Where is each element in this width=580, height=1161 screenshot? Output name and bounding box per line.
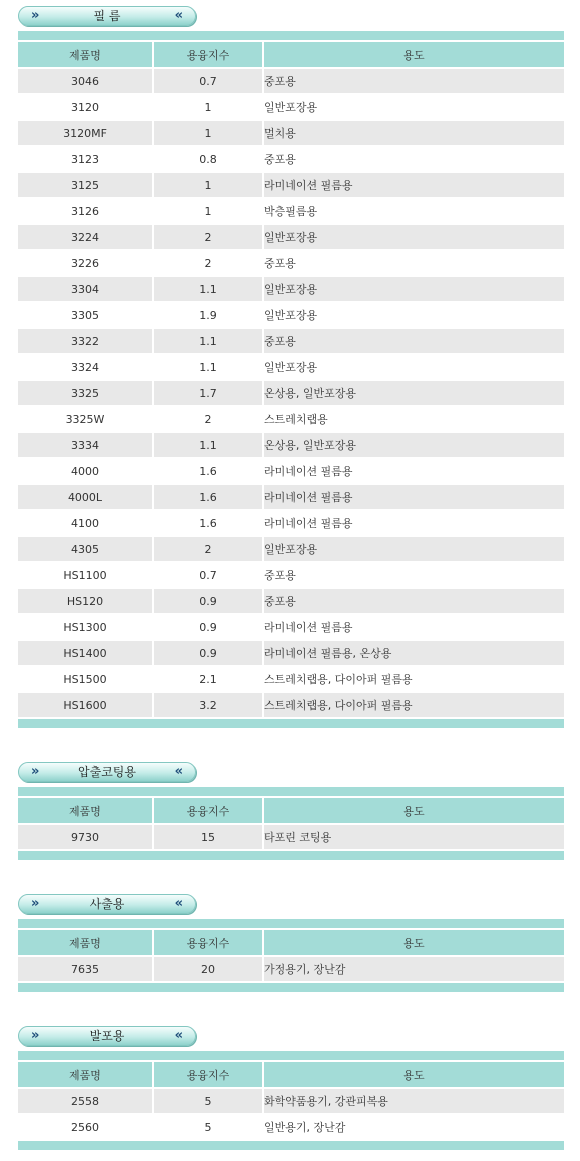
usage-cell: 일반포장용 (264, 355, 564, 381)
product-table (18, 1062, 564, 1141)
usage-cell: 중포용 (264, 147, 564, 173)
table-top-bar (18, 1051, 564, 1060)
table-row (18, 121, 564, 147)
table-row (18, 1115, 564, 1141)
product-cell: 3325 (18, 381, 154, 407)
section-title-pill (18, 1026, 196, 1046)
product-cell: HS1400 (18, 641, 154, 667)
product-cell: 3324 (18, 355, 154, 381)
table-row (18, 957, 564, 983)
double-chevron-left-icon: « (174, 8, 183, 23)
melt-index-cell: 1 (154, 173, 264, 199)
double-chevron-left-icon: « (174, 764, 183, 779)
double-chevron-right-icon: » (31, 764, 40, 779)
melt-index-cell: 1 (154, 199, 264, 225)
usage-cell: 스트레치랩용, 다이아퍼 필름용 (264, 667, 564, 693)
header-melt-index: 용융지수 (154, 42, 264, 69)
product-cell: HS1500 (18, 667, 154, 693)
melt-index-cell: 0.7 (154, 69, 264, 95)
table-row (18, 147, 564, 173)
section-title: 사출용 (89, 897, 125, 911)
usage-cell: 라미네이션 필름용 (264, 485, 564, 511)
table-bottom-bar (18, 1141, 564, 1150)
table-header-row (18, 930, 564, 957)
product-cell: HS1600 (18, 693, 154, 719)
table-row (18, 459, 564, 485)
section-title-pill (18, 6, 196, 26)
melt-index-cell: 2 (154, 537, 264, 563)
section-title: 압출코팅용 (78, 765, 136, 779)
product-cell: 9730 (18, 825, 154, 851)
melt-index-cell: 2 (154, 225, 264, 251)
melt-index-cell: 20 (154, 957, 264, 983)
melt-index-cell: 0.9 (154, 641, 264, 667)
table-row (18, 589, 564, 615)
table-row (18, 641, 564, 667)
table-top-bar (18, 919, 564, 928)
usage-cell: 화학약품용기, 강관피복용 (264, 1089, 564, 1115)
table-row (18, 1089, 564, 1115)
product-cell: 3304 (18, 277, 154, 303)
usage-cell: 라미네이션 필름용 (264, 459, 564, 485)
product-table (18, 798, 564, 851)
table-bottom-bar (18, 719, 564, 728)
melt-index-cell: 3.2 (154, 693, 264, 719)
usage-cell: 중포용 (264, 589, 564, 615)
table-top-bar (18, 31, 564, 40)
melt-index-cell: 1.1 (154, 277, 264, 303)
double-chevron-left-icon: « (174, 896, 183, 911)
usage-cell: 일반포장용 (264, 303, 564, 329)
table-row (18, 199, 564, 225)
usage-cell: 중포용 (264, 251, 564, 277)
double-chevron-right-icon: » (31, 896, 40, 911)
product-cell: 3224 (18, 225, 154, 251)
melt-index-cell: 1.1 (154, 433, 264, 459)
melt-index-cell: 1.1 (154, 355, 264, 381)
usage-cell: 타포린 코팅용 (264, 825, 564, 851)
double-chevron-right-icon: » (31, 8, 40, 23)
usage-cell: 일반포장용 (264, 277, 564, 303)
melt-index-cell: 2.1 (154, 667, 264, 693)
header-usage: 용도 (264, 930, 564, 957)
header-melt-index: 용융지수 (154, 1062, 264, 1089)
usage-cell: 라미네이션 필름용 (264, 511, 564, 537)
product-cell: 3322 (18, 329, 154, 355)
table-row (18, 693, 564, 719)
table-row (18, 251, 564, 277)
usage-cell: 박층필름용 (264, 199, 564, 225)
table-row (18, 537, 564, 563)
table-row (18, 355, 564, 381)
product-cell: 3125 (18, 173, 154, 199)
usage-cell: 가정용기, 장난감 (264, 957, 564, 983)
melt-index-cell: 1.6 (154, 511, 264, 537)
table-bottom-bar (18, 983, 564, 992)
table-row (18, 667, 564, 693)
table-row (18, 173, 564, 199)
usage-cell: 멀치용 (264, 121, 564, 147)
usage-cell: 일반용기, 장난감 (264, 1115, 564, 1141)
product-cell: 3126 (18, 199, 154, 225)
product-table (18, 42, 564, 719)
section-title-pill (18, 894, 196, 914)
usage-cell: 스트레치랩용 (264, 407, 564, 433)
table-row (18, 825, 564, 851)
usage-cell: 온상용, 일반포장용 (264, 433, 564, 459)
header-usage: 용도 (264, 42, 564, 69)
table-row (18, 615, 564, 641)
product-cell: 4100 (18, 511, 154, 537)
melt-index-cell: 1 (154, 95, 264, 121)
section-title: 발포용 (89, 1029, 125, 1043)
melt-index-cell: 1.9 (154, 303, 264, 329)
table-row (18, 303, 564, 329)
section-title: 필 름 (93, 9, 121, 23)
product-table (18, 930, 564, 983)
usage-cell: 라미네이션 필름용, 온상용 (264, 641, 564, 667)
melt-index-cell: 0.8 (154, 147, 264, 173)
double-chevron-left-icon: « (174, 1028, 183, 1043)
header-usage: 용도 (264, 798, 564, 825)
table-row (18, 563, 564, 589)
product-cell: 3226 (18, 251, 154, 277)
melt-index-cell: 1.6 (154, 485, 264, 511)
product-cell: 3305 (18, 303, 154, 329)
header-product: 제품명 (18, 42, 154, 69)
product-cell: 3046 (18, 69, 154, 95)
usage-cell: 라미네이션 필름용 (264, 173, 564, 199)
melt-index-cell: 15 (154, 825, 264, 851)
melt-index-cell: 1.7 (154, 381, 264, 407)
table-header-row (18, 1062, 564, 1089)
product-cell: 3325W (18, 407, 154, 433)
usage-cell: 중포용 (264, 69, 564, 95)
melt-index-cell: 5 (154, 1089, 264, 1115)
usage-cell: 라미네이션 필름용 (264, 615, 564, 641)
table-row (18, 225, 564, 251)
melt-index-cell: 0.9 (154, 615, 264, 641)
usage-cell: 일반포장용 (264, 537, 564, 563)
melt-index-cell: 1.1 (154, 329, 264, 355)
header-melt-index: 용융지수 (154, 798, 264, 825)
melt-index-cell: 0.9 (154, 589, 264, 615)
product-cell: 3334 (18, 433, 154, 459)
product-cell: 4000 (18, 459, 154, 485)
usage-cell: 온상용, 일반포장용 (264, 381, 564, 407)
header-product: 제품명 (18, 798, 154, 825)
table-row (18, 69, 564, 95)
product-cell: 4000L (18, 485, 154, 511)
table-row (18, 329, 564, 355)
product-cell: HS120 (18, 589, 154, 615)
table-top-bar (18, 787, 564, 796)
table-bottom-bar (18, 851, 564, 860)
melt-index-cell: 1.6 (154, 459, 264, 485)
section-title-pill (18, 762, 196, 782)
product-cell: HS1300 (18, 615, 154, 641)
product-cell: HS1100 (18, 563, 154, 589)
usage-cell: 중포용 (264, 329, 564, 355)
double-chevron-right-icon: » (31, 1028, 40, 1043)
usage-cell: 일반포장용 (264, 225, 564, 251)
table-row (18, 95, 564, 121)
header-melt-index: 용융지수 (154, 930, 264, 957)
table-row (18, 407, 564, 433)
product-cell: 2560 (18, 1115, 154, 1141)
header-product: 제품명 (18, 930, 154, 957)
usage-cell: 일반포장용 (264, 95, 564, 121)
product-cell: 3120MF (18, 121, 154, 147)
usage-cell: 스트레치랩용, 다이아퍼 필름용 (264, 693, 564, 719)
melt-index-cell: 2 (154, 251, 264, 277)
table-row (18, 381, 564, 407)
melt-index-cell: 1 (154, 121, 264, 147)
product-cell: 3123 (18, 147, 154, 173)
table-row (18, 511, 564, 537)
table-header-row (18, 798, 564, 825)
product-cell: 4305 (18, 537, 154, 563)
melt-index-cell: 0.7 (154, 563, 264, 589)
header-usage: 용도 (264, 1062, 564, 1089)
header-product: 제품명 (18, 1062, 154, 1089)
usage-cell: 중포용 (264, 563, 564, 589)
product-cell: 7635 (18, 957, 154, 983)
table-row (18, 485, 564, 511)
table-row (18, 277, 564, 303)
product-cell: 3120 (18, 95, 154, 121)
product-cell: 2558 (18, 1089, 154, 1115)
table-header-row (18, 42, 564, 69)
melt-index-cell: 5 (154, 1115, 264, 1141)
table-row (18, 433, 564, 459)
melt-index-cell: 2 (154, 407, 264, 433)
